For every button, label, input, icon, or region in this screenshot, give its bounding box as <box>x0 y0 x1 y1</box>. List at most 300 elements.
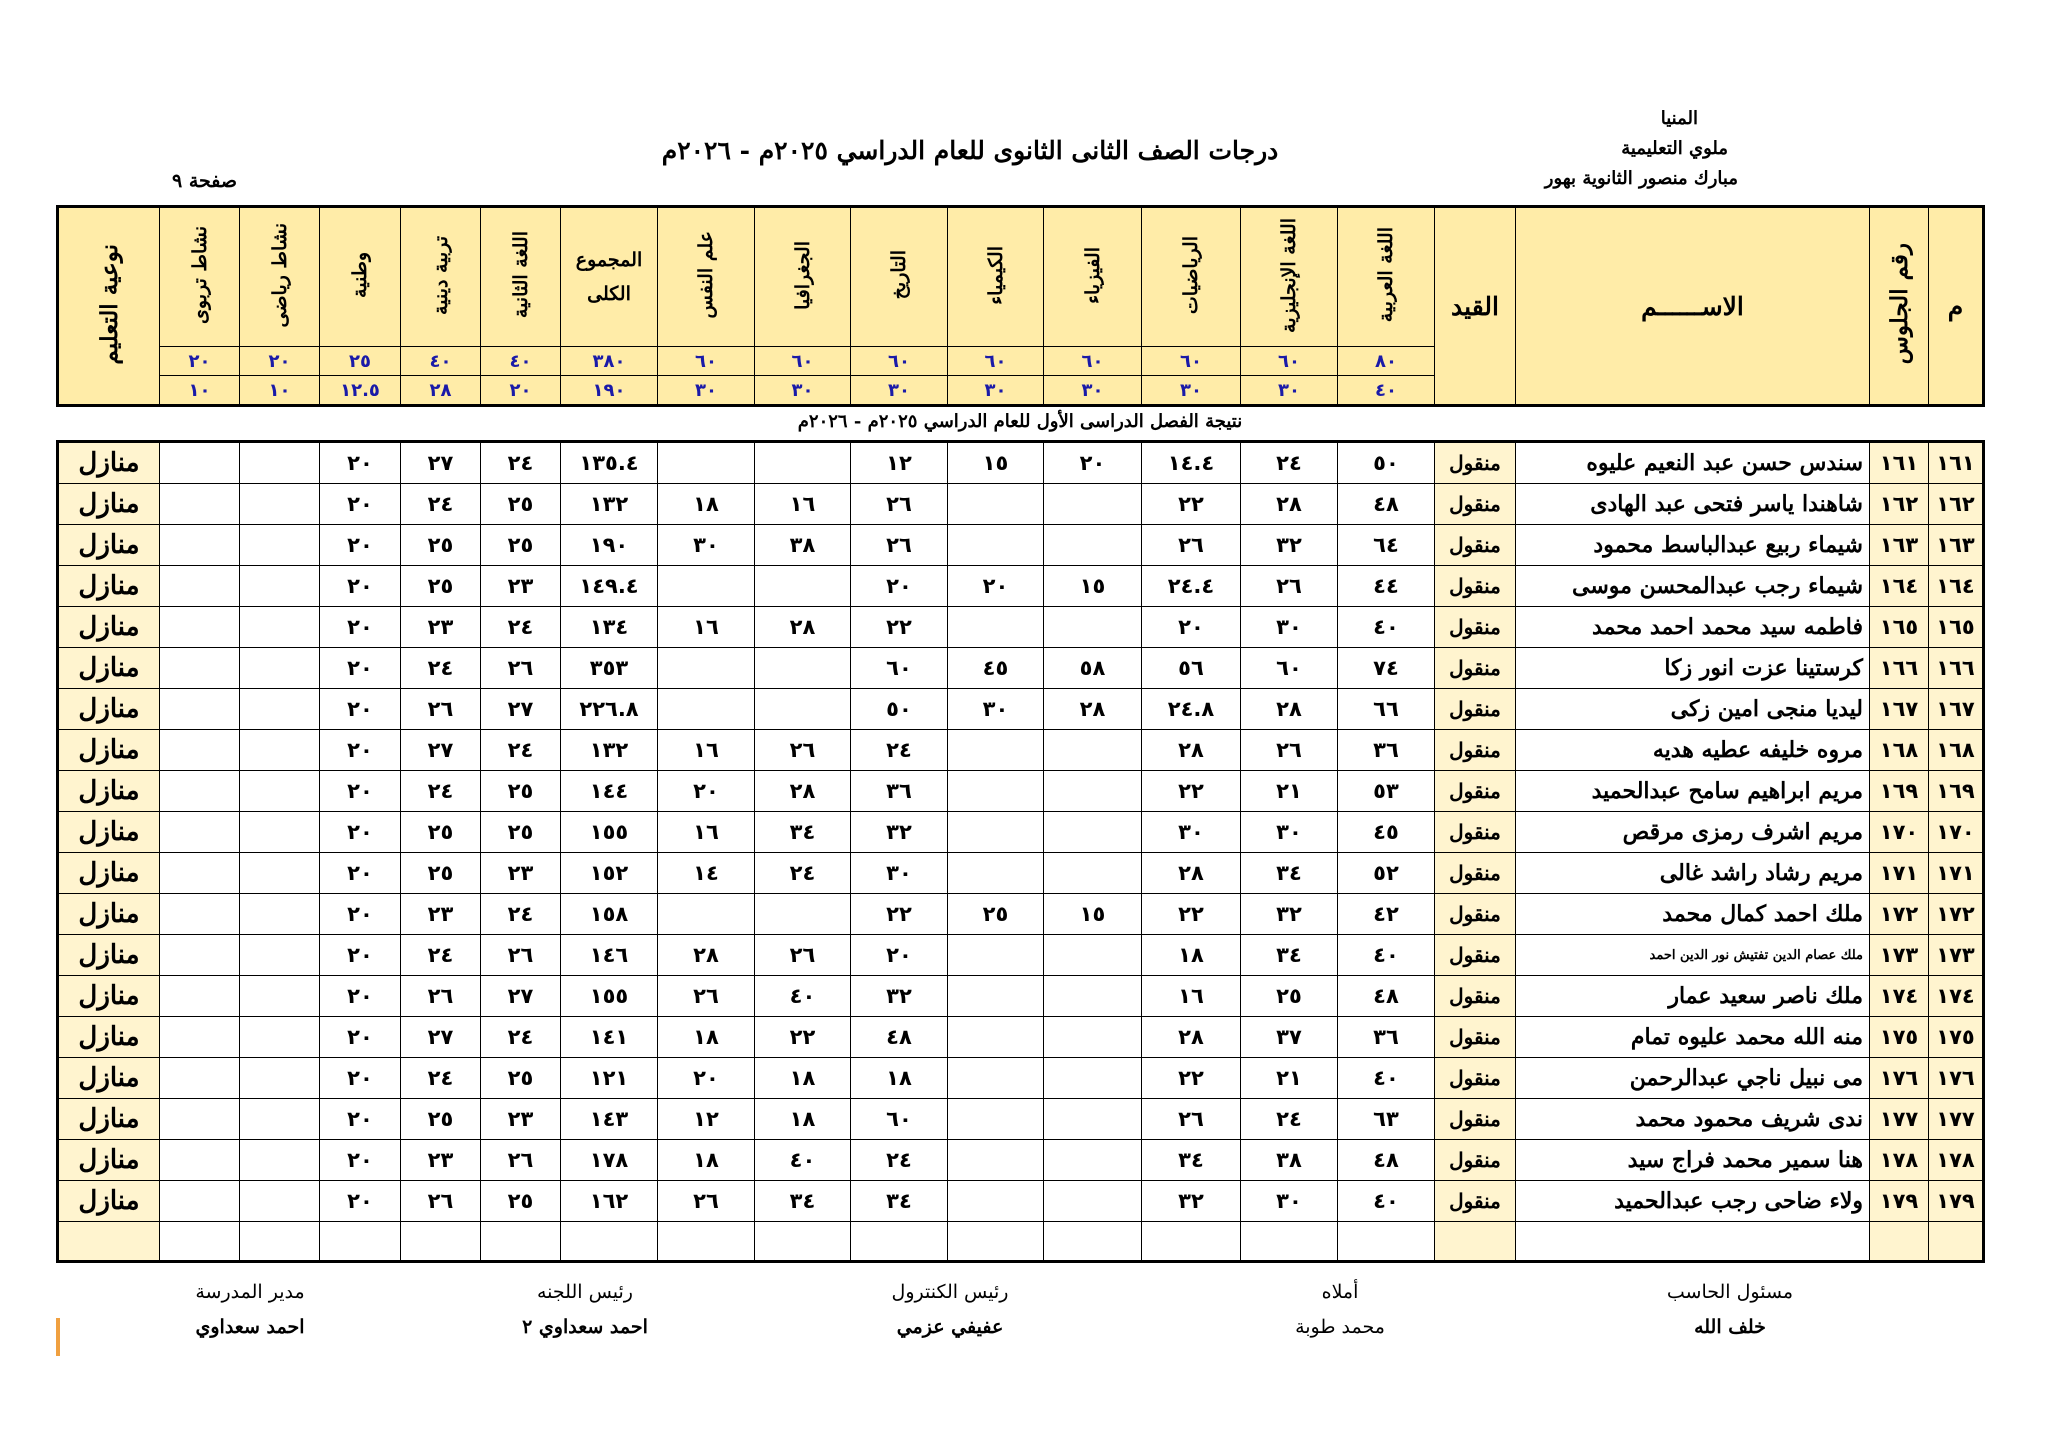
grade-total: ١٢١ <box>561 1058 658 1099</box>
grade-history: ٣٦ <box>851 771 948 812</box>
governorate: المنيا <box>1660 108 1698 129</box>
signature-committee: رئيس اللجنه احمد سعداوي ٢ <box>522 1281 648 1338</box>
grade-math: ٢٠ <box>1142 607 1241 648</box>
grade-psychology: ١٦ <box>658 812 755 853</box>
grade-total: ١٥٨ <box>561 894 658 935</box>
col-math: الرياضيات <box>1142 207 1241 347</box>
grade-religion: ٢٥ <box>401 525 481 566</box>
grade-arabic: ٥٢ <box>1338 853 1435 894</box>
grade-religion: ٢٣ <box>401 607 481 648</box>
grade-physics: ٢٨ <box>1044 689 1142 730</box>
student-name: ملك احمد كمال محمد <box>1516 894 1870 935</box>
school-header <box>1478 104 1738 194</box>
grade-religion: ٢٦ <box>401 976 481 1017</box>
grade-activity <box>160 1181 240 1222</box>
student-name: ملك عصام الدين تفتيش نور الدين احمد <box>1516 935 1870 976</box>
grade-english: ٣٧ <box>1241 1017 1338 1058</box>
grade-history: ٢٢ <box>851 607 948 648</box>
grade-physics <box>1044 976 1142 1017</box>
status-cell: منقول <box>1435 1099 1516 1140</box>
col-national: وطنية <box>320 207 401 347</box>
min-mark: ٤٠ <box>1338 376 1435 406</box>
grade-history: ١٢ <box>851 442 948 484</box>
grade-physics <box>1044 935 1142 976</box>
grade-english: ٣٢ <box>1241 894 1338 935</box>
col-name: الاســــــم <box>1516 207 1870 406</box>
row-number: ١٦٥ <box>1929 607 1984 648</box>
grade-physics <box>1044 484 1142 525</box>
grade-geography <box>755 894 851 935</box>
education-type: منازل <box>58 853 160 894</box>
status-cell: منقول <box>1435 1140 1516 1181</box>
grade-national: ٢٠ <box>320 730 401 771</box>
grade-sports <box>240 689 320 730</box>
grade-sports <box>240 484 320 525</box>
grade-psychology: ٣٠ <box>658 525 755 566</box>
grade-math: ٢٢ <box>1142 894 1241 935</box>
grade-english: ٣٤ <box>1241 853 1338 894</box>
grade-psychology: ١٦ <box>658 730 755 771</box>
grade-chemistry <box>948 1099 1044 1140</box>
grade-chemistry <box>948 976 1044 1017</box>
grade-psychology: ١٨ <box>658 1140 755 1181</box>
col-seat: رقم الجلوس <box>1870 207 1929 406</box>
student-row <box>58 935 1984 976</box>
directorate: ملوي التعليمية <box>1621 138 1728 159</box>
grade-english: ٢٤ <box>1241 1099 1338 1140</box>
max-mark: ٦٠ <box>1142 347 1241 376</box>
grade-religion: ٢٣ <box>401 1140 481 1181</box>
grade-physics <box>1044 1181 1142 1222</box>
education-type: منازل <box>58 812 160 853</box>
grade-sports <box>240 771 320 812</box>
grade-physics <box>1044 1140 1142 1181</box>
empty-cell <box>160 1222 240 1262</box>
education-type: منازل <box>58 1058 160 1099</box>
status-cell: منقول <box>1435 812 1516 853</box>
grade-activity <box>160 648 240 689</box>
grade-chemistry <box>948 771 1044 812</box>
student-name: مريم اشرف رمزى مرقص <box>1516 812 1870 853</box>
seat-number: ١٧٣ <box>1870 935 1929 976</box>
grade-total: ١٤٩.٤ <box>561 566 658 607</box>
grade-religion: ٢٣ <box>401 894 481 935</box>
student-row <box>58 1181 1984 1222</box>
col-second-lang: اللغة الثانية <box>481 207 561 347</box>
row-number: ١٦٦ <box>1929 648 1984 689</box>
grade-national: ٢٠ <box>320 607 401 648</box>
max-mark: ٦٠ <box>658 347 755 376</box>
grade-activity <box>160 976 240 1017</box>
status-cell: منقول <box>1435 853 1516 894</box>
grade-total: ١٤٣ <box>561 1099 658 1140</box>
grade-chemistry <box>948 935 1044 976</box>
grade-activity <box>160 1099 240 1140</box>
empty-cell <box>1929 1222 1984 1262</box>
status-cell: منقول <box>1435 566 1516 607</box>
education-type: منازل <box>58 1099 160 1140</box>
grade-activity <box>160 689 240 730</box>
signature-principal: مدير المدرسة احمد سعداوي <box>195 1281 305 1338</box>
col-m: م <box>1929 207 1984 406</box>
grade-total: ١٣٢ <box>561 484 658 525</box>
empty-cell <box>658 1222 755 1262</box>
grade-second-lang: ٢٤ <box>481 1017 561 1058</box>
grade-national: ٢٠ <box>320 771 401 812</box>
max-mark: ٢٥ <box>320 347 401 376</box>
grade-sports <box>240 1017 320 1058</box>
grade-sports <box>240 1140 320 1181</box>
grade-total: ١٤٦ <box>561 935 658 976</box>
student-row <box>58 607 1984 648</box>
student-name: مريم رشاد راشد غالى <box>1516 853 1870 894</box>
grade-arabic: ٦٤ <box>1338 525 1435 566</box>
row-number: ١٧٤ <box>1929 976 1984 1017</box>
student-name: ليديا منجى امين زكى <box>1516 689 1870 730</box>
col-sports: نشاط رياضى <box>240 207 320 347</box>
grade-physics: ٥٨ <box>1044 648 1142 689</box>
status-cell: منقول <box>1435 894 1516 935</box>
page-title: درجات الصف الثانى الثانوى للعام الدراسي ٢٠٢٥م - ٢٠٢٦م <box>661 136 1279 165</box>
grade-chemistry: ٢٥ <box>948 894 1044 935</box>
grade-arabic: ٤٨ <box>1338 976 1435 1017</box>
grade-national: ٢٠ <box>320 566 401 607</box>
seat-number: ١٦٢ <box>1870 484 1929 525</box>
grade-history: ٣٢ <box>851 976 948 1017</box>
grade-total: ١٣٢ <box>561 730 658 771</box>
grade-sports <box>240 566 320 607</box>
seat-number: ١٦٧ <box>1870 689 1929 730</box>
grade-math: ٢٢ <box>1142 771 1241 812</box>
grade-psychology: ١٨ <box>658 484 755 525</box>
grade-sports <box>240 648 320 689</box>
grade-physics: ٢٠ <box>1044 442 1142 484</box>
grade-chemistry <box>948 853 1044 894</box>
grade-math: ٢٢ <box>1142 1058 1241 1099</box>
grade-math: ٢٤.٨ <box>1142 689 1241 730</box>
grade-psychology: ٢٠ <box>658 1058 755 1099</box>
grade-religion: ٢٤ <box>401 935 481 976</box>
school-name: مبارك منصور الثانوية بهور <box>1544 168 1738 189</box>
student-row <box>58 1099 1984 1140</box>
grade-math: ٣٤ <box>1142 1140 1241 1181</box>
grade-geography: ٣٤ <box>755 812 851 853</box>
grade-activity <box>160 607 240 648</box>
status-cell: منقول <box>1435 935 1516 976</box>
seat-number: ١٧٤ <box>1870 976 1929 1017</box>
seat-number: ١٦٩ <box>1870 771 1929 812</box>
grade-physics <box>1044 1058 1142 1099</box>
grade-religion: ٢٧ <box>401 730 481 771</box>
grade-english: ٢٥ <box>1241 976 1338 1017</box>
grade-physics <box>1044 730 1142 771</box>
grade-national: ٢٠ <box>320 442 401 484</box>
min-mark: ٣٠ <box>1044 376 1142 406</box>
grade-activity <box>160 1017 240 1058</box>
grade-arabic: ٤٨ <box>1338 484 1435 525</box>
grade-activity <box>160 484 240 525</box>
grade-activity <box>160 812 240 853</box>
grade-math: ٢٤.٤ <box>1142 566 1241 607</box>
education-type: منازل <box>58 935 160 976</box>
grade-total: ٣٥٣ <box>561 648 658 689</box>
grade-english: ٣٠ <box>1241 812 1338 853</box>
min-mark: ٣٠ <box>948 376 1044 406</box>
col-chemistry: الكيمياء <box>948 207 1044 347</box>
grade-english: ٣٤ <box>1241 935 1338 976</box>
grade-religion: ٢٤ <box>401 484 481 525</box>
grade-total: ١٥٢ <box>561 853 658 894</box>
grade-sports <box>240 1099 320 1140</box>
seat-number: ١٧١ <box>1870 853 1929 894</box>
empty-cell <box>1870 1222 1929 1262</box>
grade-geography: ١٨ <box>755 1099 851 1140</box>
empty-cell <box>755 1222 851 1262</box>
grade-arabic: ٤٢ <box>1338 894 1435 935</box>
grade-english: ٢٦ <box>1241 730 1338 771</box>
grade-physics <box>1044 1017 1142 1058</box>
grade-sports <box>240 525 320 566</box>
margin-accent-bar <box>56 1318 60 1356</box>
grade-english: ٦٠ <box>1241 648 1338 689</box>
student-name: هنا سمير محمد فراج سيد <box>1516 1140 1870 1181</box>
education-type: منازل <box>58 648 160 689</box>
empty-cell <box>1142 1222 1241 1262</box>
grade-sports <box>240 607 320 648</box>
student-name: شيماء ربيع عبدالباسط محمود <box>1516 525 1870 566</box>
grade-geography: ٢٤ <box>755 853 851 894</box>
grade-geography: ١٨ <box>755 1058 851 1099</box>
grade-religion: ٢٤ <box>401 648 481 689</box>
grades-table <box>56 440 1985 1263</box>
grade-history: ٥٠ <box>851 689 948 730</box>
status-cell: منقول <box>1435 689 1516 730</box>
student-row <box>58 730 1984 771</box>
grade-physics <box>1044 1099 1142 1140</box>
empty-cell <box>1338 1222 1435 1262</box>
status-cell: منقول <box>1435 648 1516 689</box>
empty-cell <box>240 1222 320 1262</box>
grade-english: ٢١ <box>1241 771 1338 812</box>
grade-national: ٢٠ <box>320 976 401 1017</box>
grade-math: ١٨ <box>1142 935 1241 976</box>
grade-sports <box>240 442 320 484</box>
grade-physics <box>1044 853 1142 894</box>
grade-history: ٣٢ <box>851 812 948 853</box>
empty-cell <box>1435 1222 1516 1262</box>
grade-second-lang: ٢٥ <box>481 484 561 525</box>
grade-second-lang: ٢٦ <box>481 935 561 976</box>
status-cell: منقول <box>1435 1058 1516 1099</box>
education-type: منازل <box>58 1140 160 1181</box>
status-cell: منقول <box>1435 525 1516 566</box>
grade-religion: ٢٧ <box>401 1017 481 1058</box>
grade-psychology <box>658 442 755 484</box>
grade-arabic: ٧٤ <box>1338 648 1435 689</box>
grade-total: ١٣٤ <box>561 607 658 648</box>
student-name: فاطمه سيد محمد احمد محمد <box>1516 607 1870 648</box>
grade-psychology: ١٢ <box>658 1099 755 1140</box>
grade-geography: ١٦ <box>755 484 851 525</box>
grade-geography: ٣٤ <box>755 1181 851 1222</box>
grade-chemistry <box>948 525 1044 566</box>
grade-math: ٥٦ <box>1142 648 1241 689</box>
max-mark: ٨٠ <box>1338 347 1435 376</box>
student-row <box>58 976 1984 1017</box>
student-row <box>58 771 1984 812</box>
grade-psychology: ٢٦ <box>658 976 755 1017</box>
grade-chemistry: ٣٠ <box>948 689 1044 730</box>
min-mark: ١٢.٥ <box>320 376 401 406</box>
grade-sports <box>240 976 320 1017</box>
status-cell: منقول <box>1435 1017 1516 1058</box>
signature-dictation: أملاه محمد طوبة <box>1295 1281 1385 1338</box>
student-name: مريم ابراهيم سامح عبدالحميد <box>1516 771 1870 812</box>
grade-national: ٢٠ <box>320 484 401 525</box>
grade-chemistry: ٤٥ <box>948 648 1044 689</box>
grade-geography: ٣٨ <box>755 525 851 566</box>
row-number: ١٧٠ <box>1929 812 1984 853</box>
grade-activity <box>160 1140 240 1181</box>
grade-religion: ٢٦ <box>401 1181 481 1222</box>
education-type: منازل <box>58 566 160 607</box>
grade-chemistry <box>948 812 1044 853</box>
grade-english: ٢٨ <box>1241 689 1338 730</box>
max-mark: ٢٠ <box>240 347 320 376</box>
seat-number: ١٦١ <box>1870 442 1929 484</box>
grade-chemistry <box>948 484 1044 525</box>
grade-total: ١٤١ <box>561 1017 658 1058</box>
min-mark: ١٠ <box>240 376 320 406</box>
grade-activity <box>160 730 240 771</box>
grade-physics: ١٥ <box>1044 566 1142 607</box>
grade-activity <box>160 853 240 894</box>
seat-number: ١٧٦ <box>1870 1058 1929 1099</box>
grade-english: ٢٨ <box>1241 484 1338 525</box>
grade-religion: ٢٥ <box>401 853 481 894</box>
grade-total: ١٧٨ <box>561 1140 658 1181</box>
grade-second-lang: ٢٤ <box>481 730 561 771</box>
status-cell: منقول <box>1435 442 1516 484</box>
empty-cell <box>1516 1222 1870 1262</box>
seat-number: ١٦٣ <box>1870 525 1929 566</box>
grade-chemistry <box>948 1181 1044 1222</box>
grade-total: ١٣٥.٤ <box>561 442 658 484</box>
col-arabic: اللغة العربية <box>1338 207 1435 347</box>
seat-number: ١٦٦ <box>1870 648 1929 689</box>
grade-second-lang: ٢٥ <box>481 1058 561 1099</box>
empty-cell <box>481 1222 561 1262</box>
max-mark: ٤٠ <box>401 347 481 376</box>
student-name: كرستينا عزت انور زكا <box>1516 648 1870 689</box>
grade-psychology <box>658 648 755 689</box>
grade-second-lang: ٢٦ <box>481 1140 561 1181</box>
grade-second-lang: ٢٥ <box>481 1181 561 1222</box>
grade-sports <box>240 853 320 894</box>
student-name: مروه خليفه عطيه هديه <box>1516 730 1870 771</box>
student-row <box>58 648 1984 689</box>
grade-english: ٢١ <box>1241 1058 1338 1099</box>
grade-arabic: ٤٠ <box>1338 1058 1435 1099</box>
seat-number: ١٧٩ <box>1870 1181 1929 1222</box>
student-name: ملك ناصر سعيد عمار <box>1516 976 1870 1017</box>
education-type: منازل <box>58 730 160 771</box>
education-type: منازل <box>58 894 160 935</box>
col-total: المجموع الكلى <box>561 207 658 347</box>
grade-sports <box>240 894 320 935</box>
grade-arabic: ٤٥ <box>1338 812 1435 853</box>
grade-chemistry: ١٥ <box>948 442 1044 484</box>
status-cell: منقول <box>1435 484 1516 525</box>
status-cell: منقول <box>1435 607 1516 648</box>
min-mark: ٣٠ <box>1241 376 1338 406</box>
education-type: منازل <box>58 976 160 1017</box>
student-name: شاهندا ياسر فتحى عبد الهادى <box>1516 484 1870 525</box>
col-status: القيد <box>1435 207 1516 406</box>
row-number: ١٧٩ <box>1929 1181 1984 1222</box>
min-mark: ٣٠ <box>851 376 948 406</box>
grade-national: ٢٠ <box>320 894 401 935</box>
grade-english: ٣٠ <box>1241 1181 1338 1222</box>
grade-total: ١٥٥ <box>561 976 658 1017</box>
grade-english: ٢٤ <box>1241 442 1338 484</box>
signature-control: رئيس الكنترول عفيفي عزمي <box>891 1281 1009 1338</box>
grade-activity <box>160 935 240 976</box>
min-mark: ٢٠ <box>481 376 561 406</box>
row-number: ١٦٧ <box>1929 689 1984 730</box>
grade-religion: ٢٧ <box>401 442 481 484</box>
grade-psychology <box>658 689 755 730</box>
col-geography: الجغرافيا <box>755 207 851 347</box>
student-row <box>58 1058 1984 1099</box>
grade-history: ٢٦ <box>851 484 948 525</box>
grade-total: ١٤٤ <box>561 771 658 812</box>
col-religion: تربية دينية <box>401 207 481 347</box>
grade-arabic: ٤٤ <box>1338 566 1435 607</box>
grade-national: ٢٠ <box>320 689 401 730</box>
seat-number: ١٦٤ <box>1870 566 1929 607</box>
grade-physics <box>1044 771 1142 812</box>
status-cell: منقول <box>1435 771 1516 812</box>
education-type: منازل <box>58 689 160 730</box>
grade-psychology: ١٦ <box>658 607 755 648</box>
grade-sports <box>240 1058 320 1099</box>
grade-psychology: ١٤ <box>658 853 755 894</box>
grade-national: ٢٠ <box>320 935 401 976</box>
grade-geography: ٢٨ <box>755 607 851 648</box>
grade-second-lang: ٢٤ <box>481 607 561 648</box>
grade-chemistry <box>948 1140 1044 1181</box>
grade-history: ١٨ <box>851 1058 948 1099</box>
grade-activity <box>160 525 240 566</box>
grade-physics: ١٥ <box>1044 894 1142 935</box>
grade-history: ٢٤ <box>851 730 948 771</box>
empty-cell <box>851 1222 948 1262</box>
col-psychology: علم النفس <box>658 207 755 347</box>
min-mark: ١٩٠ <box>561 376 658 406</box>
max-mark: ٢٠ <box>160 347 240 376</box>
row-number: ١٦٣ <box>1929 525 1984 566</box>
empty-cell <box>320 1222 401 1262</box>
grade-second-lang: ٢٤ <box>481 442 561 484</box>
grade-second-lang: ٢٣ <box>481 853 561 894</box>
grade-arabic: ٥٣ <box>1338 771 1435 812</box>
grade-psychology: ١٨ <box>658 1017 755 1058</box>
grade-history: ٣٤ <box>851 1181 948 1222</box>
education-type: منازل <box>58 525 160 566</box>
grade-geography <box>755 648 851 689</box>
education-type: منازل <box>58 771 160 812</box>
